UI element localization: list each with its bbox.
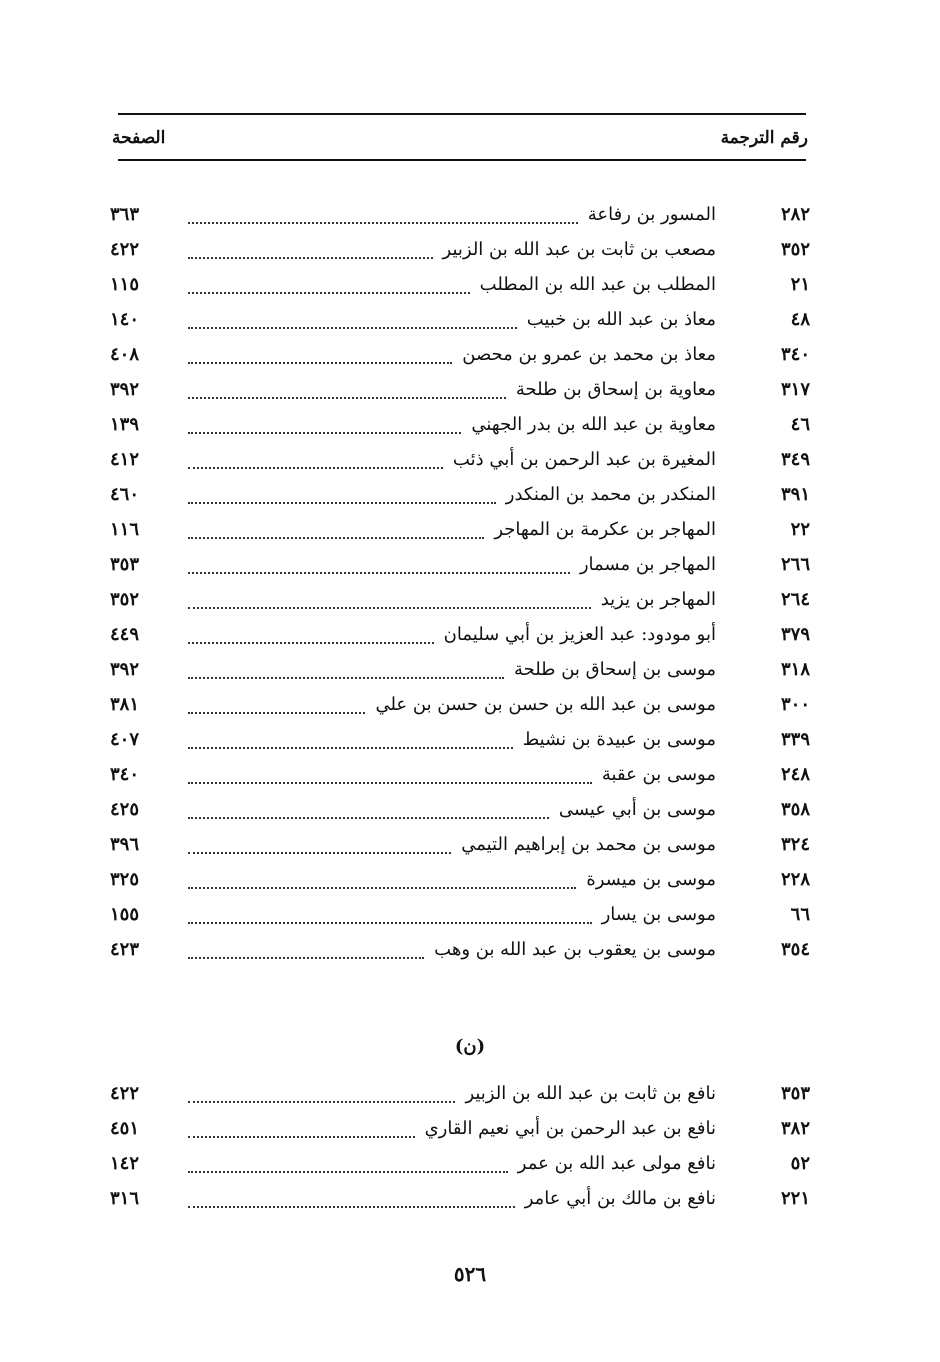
index-row bbox=[110, 1146, 810, 1181]
page-number: ٥٢٦ bbox=[453, 1262, 487, 1286]
entry-page: ٤٤٩ bbox=[110, 624, 140, 645]
leader-dots bbox=[188, 739, 513, 749]
leader-dots bbox=[188, 284, 470, 294]
entry-name: موسى بن محمد بن إبراهيم التيمي bbox=[461, 834, 716, 855]
leader-dots bbox=[188, 634, 434, 644]
entry-page: ٤٠٧ bbox=[110, 729, 140, 750]
index-row bbox=[110, 197, 810, 232]
entry-name: موسى بن عبد الله بن حسن بن حسن بن علي bbox=[375, 694, 716, 715]
index-row bbox=[110, 407, 810, 442]
leader-dots bbox=[188, 459, 443, 469]
entry-page: ٣٢٥ bbox=[110, 869, 140, 890]
entry-name: موسى بن ميسرة bbox=[586, 869, 716, 890]
entry-page: ٣٨١ bbox=[110, 694, 140, 715]
index-row bbox=[110, 302, 810, 337]
leader-dots bbox=[188, 844, 451, 854]
entry-number: ٢٢٨ bbox=[780, 869, 810, 890]
index-row bbox=[110, 687, 810, 722]
entry-name: المهاجر بن عكرمة بن المهاجر bbox=[494, 519, 716, 540]
index-row bbox=[110, 617, 810, 652]
index-row bbox=[110, 547, 810, 582]
leader-dots bbox=[188, 809, 549, 819]
entry-name: موسى بن عبيدة بن نشيط bbox=[522, 729, 716, 750]
index-row bbox=[110, 722, 810, 757]
entry-name: معاذ بن محمد بن عمرو بن محصن bbox=[462, 344, 716, 365]
index-row bbox=[110, 337, 810, 372]
leader-dots bbox=[188, 599, 591, 609]
entry-number: ٣٩١ bbox=[780, 484, 810, 505]
entry-number: ٣٥٨ bbox=[780, 799, 810, 820]
index-list-section-nun bbox=[110, 1076, 810, 1216]
entry-name: موسى بن إسحاق بن طلحة bbox=[513, 659, 716, 680]
index-row bbox=[110, 932, 810, 967]
entry-name: المسور بن رفاعة bbox=[587, 204, 716, 225]
leader-dots bbox=[188, 494, 496, 504]
entry-number: ٤٦ bbox=[790, 414, 810, 435]
leader-dots bbox=[188, 1128, 415, 1138]
leader-dots bbox=[188, 389, 506, 399]
entry-name: موسى بن يعقوب بن عبد الله بن وهب bbox=[434, 939, 716, 960]
entry-number: ٣٤٠ bbox=[780, 344, 810, 365]
entry-name: نافع بن عبد الرحمن بن أبي نعيم القاري bbox=[424, 1118, 716, 1139]
entry-number: ٣٣٩ bbox=[780, 729, 810, 750]
entry-name: المهاجر بن مسمار bbox=[579, 554, 716, 575]
entry-number: ٣٥٣ bbox=[780, 1083, 810, 1104]
leader-dots bbox=[188, 214, 578, 224]
entry-page: ١٤٢ bbox=[110, 1153, 140, 1174]
entry-page: ٤٦٠ bbox=[110, 484, 140, 505]
index-row bbox=[110, 442, 810, 477]
entry-number: ٣٤٩ bbox=[780, 449, 810, 470]
entry-page: ٣٩٢ bbox=[110, 379, 140, 400]
index-row bbox=[110, 267, 810, 302]
leader-dots bbox=[188, 774, 592, 784]
entry-page: ١١٦ bbox=[110, 519, 140, 540]
entry-name: المطلب بن عبد الله بن المطلب bbox=[479, 274, 716, 295]
entry-name: نافع مولى عبد الله بن عمر bbox=[517, 1153, 716, 1174]
entry-number: ٣٠٠ bbox=[780, 694, 810, 715]
index-row bbox=[110, 1076, 810, 1111]
entry-name: أبو مودود: عبد العزيز بن أبي سليمان bbox=[443, 624, 716, 645]
index-row bbox=[110, 792, 810, 827]
entry-page: ٣٥٣ bbox=[110, 554, 140, 575]
entry-number: ٣٧٩ bbox=[780, 624, 810, 645]
entry-page: ٣٥٢ bbox=[110, 589, 140, 610]
index-row bbox=[110, 232, 810, 267]
entry-number: ٥٢ bbox=[790, 1153, 810, 1174]
leader-dots bbox=[188, 529, 484, 539]
entry-page: ٣١٦ bbox=[110, 1188, 140, 1209]
entry-number: ٢٨٢ bbox=[780, 204, 810, 225]
entry-name: نافع بن مالك بن أبي عامر bbox=[524, 1188, 716, 1209]
entry-number: ٢٦٦ bbox=[780, 554, 810, 575]
entry-page: ٤٢٥ bbox=[110, 799, 140, 820]
entry-name: المنكدر بن محمد بن المنكدر bbox=[505, 484, 716, 505]
header-bottom-rule bbox=[118, 159, 806, 161]
entry-page: ١٣٩ bbox=[110, 414, 140, 435]
index-row bbox=[110, 1111, 810, 1146]
entry-number: ٣٥٤ bbox=[780, 939, 810, 960]
section-letter-heading: (ن) bbox=[454, 1036, 486, 1057]
entry-number: ٢٤٨ bbox=[780, 764, 810, 785]
leader-dots bbox=[188, 1093, 455, 1103]
index-row bbox=[110, 757, 810, 792]
leader-dots bbox=[188, 249, 433, 259]
page-column-label: الصفحة bbox=[112, 128, 166, 148]
entry-name: معاوية بن إسحاق بن طلحة bbox=[515, 379, 716, 400]
leader-dots bbox=[188, 704, 365, 714]
entry-number: ٣٥٢ bbox=[780, 239, 810, 260]
entry-page: ٣٦٣ bbox=[110, 204, 140, 225]
entry-page: ١١٥ bbox=[110, 274, 140, 295]
leader-dots bbox=[188, 879, 576, 889]
entry-number: ٣٢٤ bbox=[780, 834, 810, 855]
entry-name: موسى بن يسار bbox=[601, 904, 716, 925]
index-row bbox=[110, 582, 810, 617]
leader-dots bbox=[188, 564, 570, 574]
entry-page: ٤٢٢ bbox=[110, 239, 140, 260]
entry-name: معاذ بن عبد الله بن خبيب bbox=[526, 309, 716, 330]
entry-name: نافع بن ثابت بن عبد الله بن الزبير bbox=[465, 1083, 716, 1104]
index-header bbox=[112, 122, 808, 154]
index-row bbox=[110, 897, 810, 932]
entry-number-column-label: رقم الترجمة bbox=[720, 128, 808, 148]
header-top-rule bbox=[118, 113, 806, 115]
index-row bbox=[110, 372, 810, 407]
leader-dots bbox=[188, 424, 461, 434]
index-row bbox=[110, 652, 810, 687]
entry-page: ٣٤٠ bbox=[110, 764, 140, 785]
entry-number: ٣١٧ bbox=[780, 379, 810, 400]
leader-dots bbox=[188, 354, 452, 364]
entry-name: موسى بن عقبة bbox=[601, 764, 716, 785]
entry-page: ٤٢٢ bbox=[110, 1083, 140, 1104]
entry-page: ٤٢٣ bbox=[110, 939, 140, 960]
index-row bbox=[110, 512, 810, 547]
entry-name: معاوية بن عبد الله بن بدر الجهني bbox=[471, 414, 716, 435]
entry-page: ٤٥١ bbox=[110, 1118, 140, 1139]
entry-number: ٢٢١ bbox=[780, 1188, 810, 1209]
index-list-main bbox=[110, 197, 810, 967]
entry-number: ٣١٨ bbox=[780, 659, 810, 680]
index-row bbox=[110, 862, 810, 897]
entry-page: ٤٠٨ bbox=[110, 344, 140, 365]
entry-page: ١٥٥ bbox=[110, 904, 140, 925]
leader-dots bbox=[188, 914, 592, 924]
entry-page: ٣٩٦ bbox=[110, 834, 140, 855]
entry-name: المهاجر بن يزيد bbox=[600, 589, 716, 610]
index-row bbox=[110, 477, 810, 512]
entry-page: ١٤٠ bbox=[110, 309, 140, 330]
entry-page: ٤١٢ bbox=[110, 449, 140, 470]
leader-dots bbox=[188, 669, 504, 679]
entry-number: ٢١ bbox=[790, 274, 810, 295]
entry-number: ٤٨ bbox=[790, 309, 810, 330]
leader-dots bbox=[188, 949, 424, 959]
leader-dots bbox=[188, 1163, 508, 1173]
entry-number: ٣٨٢ bbox=[780, 1118, 810, 1139]
leader-dots bbox=[188, 1198, 515, 1208]
entry-number: ٢٦٤ bbox=[780, 589, 810, 610]
entry-name: المغيرة بن عبد الرحمن بن أبي ذئب bbox=[452, 449, 716, 470]
leader-dots bbox=[188, 319, 517, 329]
entry-name: مصعب بن ثابت بن عبد الله بن الزبير bbox=[442, 239, 716, 260]
index-row bbox=[110, 827, 810, 862]
index-row bbox=[110, 1181, 810, 1216]
entry-name: موسى بن أبي عيسى bbox=[558, 799, 716, 820]
entry-number: ٢٢ bbox=[790, 519, 810, 540]
entry-number: ٦٦ bbox=[790, 904, 810, 925]
entry-page: ٣٩٢ bbox=[110, 659, 140, 680]
